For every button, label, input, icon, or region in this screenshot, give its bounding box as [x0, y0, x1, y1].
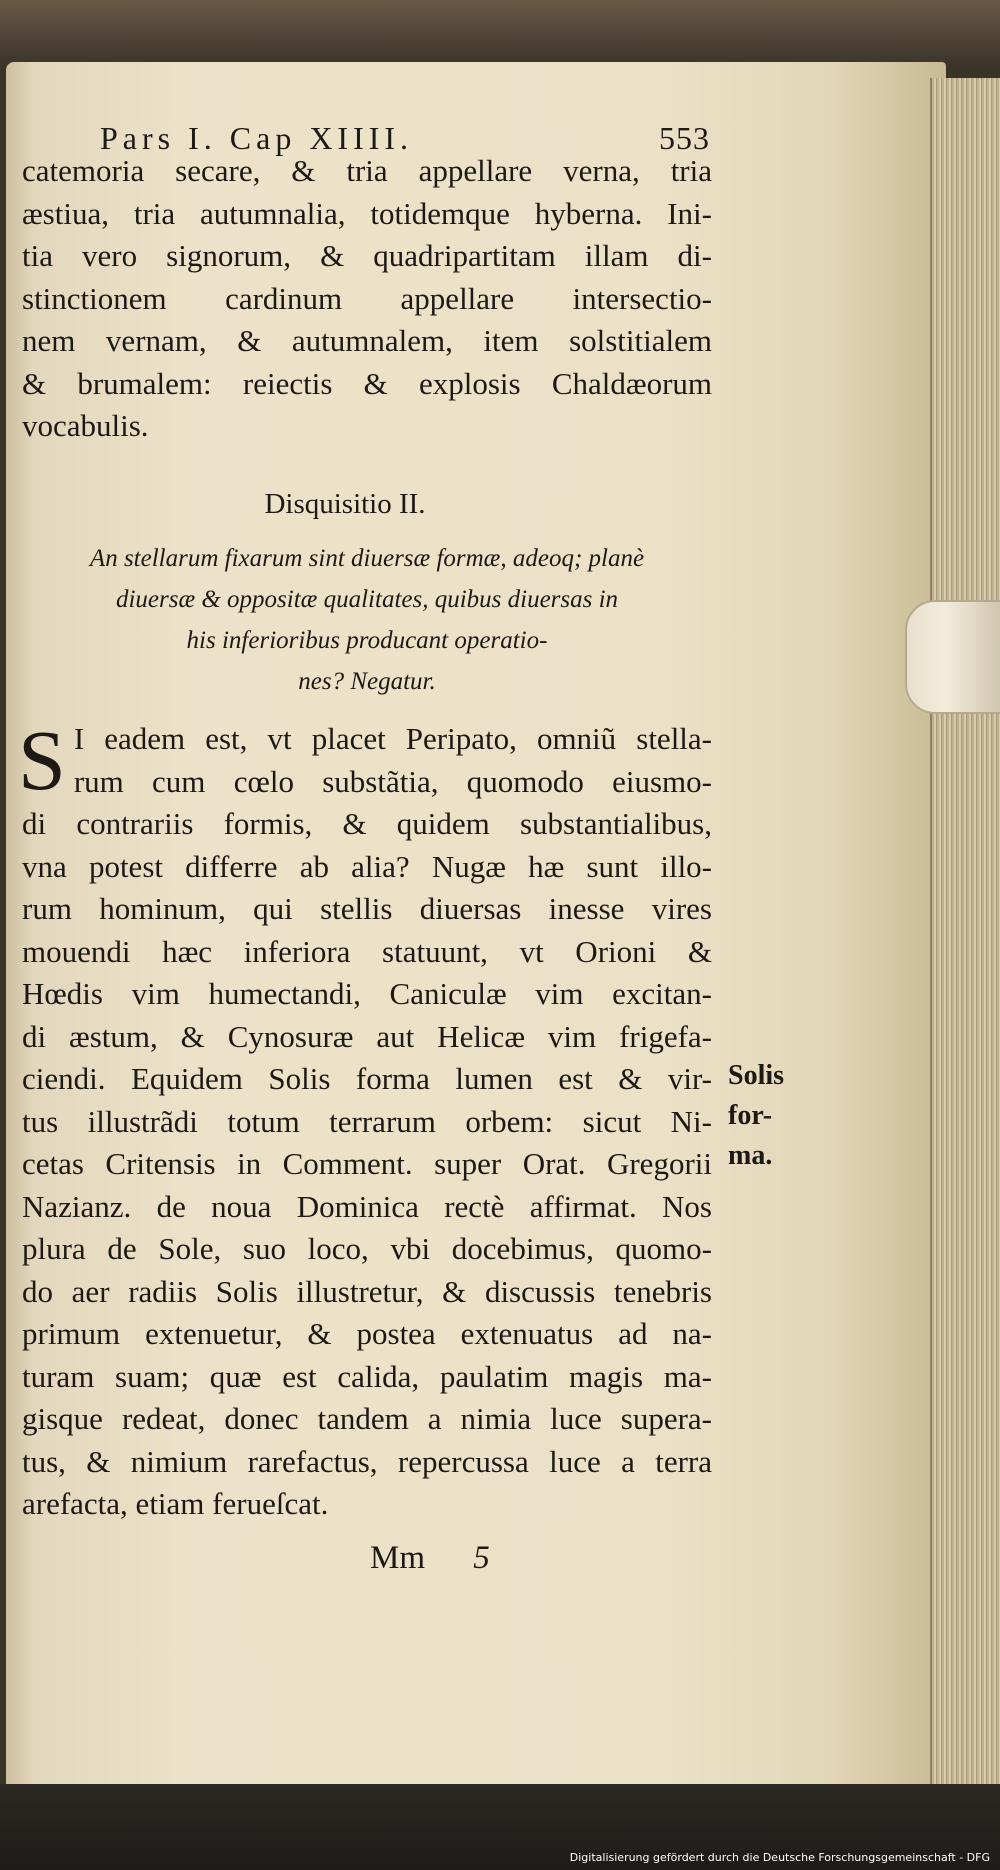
text-line: ciendi. Equidem Solis forma lumen est & vir-: [22, 1061, 712, 1096]
text-line: æstiua, tria autumnalia, totidemque hyberna. Ini-: [22, 195, 712, 231]
text-line: cetas Critensis in Comment. super Orat. Gregorii: [22, 1146, 712, 1181]
text-line: tia vero signorum, & quadripartitam illam di-: [22, 238, 712, 273]
text-line: tus, & nimium rarefactus, repercussa luce a terra: [22, 1443, 712, 1479]
text-line: I eadem est, vt placet Peripato, omniũ stella-: [73, 721, 712, 756]
marginal-note-line: Solis for-: [728, 1060, 785, 1131]
text-line: mouendi hæc inferiora statuunt, vt Orioni &: [22, 933, 712, 969]
section-summary: [22, 538, 712, 702]
signature-letters: Mm: [370, 1540, 426, 1576]
text-line: arefacta, etiam ferueſcat.: [22, 1486, 329, 1521]
text-line: plura de Sole, suo loco, vbi docebimus, quomo-: [22, 1231, 712, 1266]
text-line: primum extenuetur, & postea extenuatus ad na-: [22, 1316, 712, 1351]
text-line: Hœdis vim humectandi, Caniculæ vim excitan-: [22, 976, 712, 1011]
text-line: tus illustrãdi totum terrarum orbem: sicut Ni-: [22, 1103, 712, 1139]
text-line: turam suam; quæ est calida, paulatim magis ma-: [22, 1358, 712, 1394]
text-line: gisque redeat, donec tandem a nimia luce supera-: [22, 1401, 712, 1436]
summary-line: An stellarum fixarum sint diuersæ formæ, adeoq; planè: [89, 545, 645, 572]
summary-line: nes? Negatur.: [298, 668, 436, 695]
drop-capital: S: [18, 712, 66, 808]
signature-number: 5: [473, 1540, 490, 1576]
text-line: di contrariis formis, & quidem substantialibus,: [22, 806, 712, 841]
main-paragraph: [18, 712, 712, 1526]
signature-mark: [370, 1540, 490, 1577]
section-title: Disquisitio II.: [264, 488, 426, 520]
book-fore-edge: [930, 78, 1000, 1784]
text-line: nem vernam, & autumnalem, item solstitialem: [22, 323, 712, 358]
text-line: rum hominum, qui stellis diuersas inesse vires: [22, 891, 712, 926]
summary-line: diuersæ & oppositæ qualitates, quibus diuersas in: [115, 586, 619, 613]
text-line: vocabulis.: [22, 408, 149, 443]
digitization-credit: Digitalisierung gefördert durch die Deutsche Forschungsgemeinschaft - DFG: [569, 1851, 990, 1864]
running-head: Pars I. Cap XIIII.: [100, 120, 414, 156]
scan-background-bottom: [0, 1784, 1000, 1870]
text-line: vna potest differre ab alia? Nugæ hæ sunt illo-: [22, 848, 712, 884]
summary-line: his inferioribus producant operatio-: [186, 627, 548, 654]
marginal-note-line: ma.: [728, 1140, 773, 1171]
opening-text-block: [22, 150, 712, 448]
marginal-note: [728, 1056, 828, 1176]
page-number: 553: [659, 120, 710, 156]
text-line: di æstum, & Cynosuræ aut Helicæ vim frigefa-: [22, 1018, 712, 1054]
text-line: rum cum cœlo substãtia, quomodo eiusmo-: [73, 763, 712, 799]
book-top-edge: [0, 0, 1000, 70]
text-line: catemoria secare, & tria appellare verna, tria: [22, 153, 712, 188]
page-clasp-tab: [905, 600, 1000, 714]
text-line: do aer radiis Solis illustretur, & discussis tenebris: [22, 1273, 712, 1309]
text-line: & brumalem: reiectis & explosis Chaldæorum: [22, 365, 712, 401]
text-line: Nazianz. de noua Dominica rectè affirmat. Nos: [22, 1188, 712, 1224]
text-line: stinctionem cardinum appellare intersectio-: [22, 280, 712, 316]
